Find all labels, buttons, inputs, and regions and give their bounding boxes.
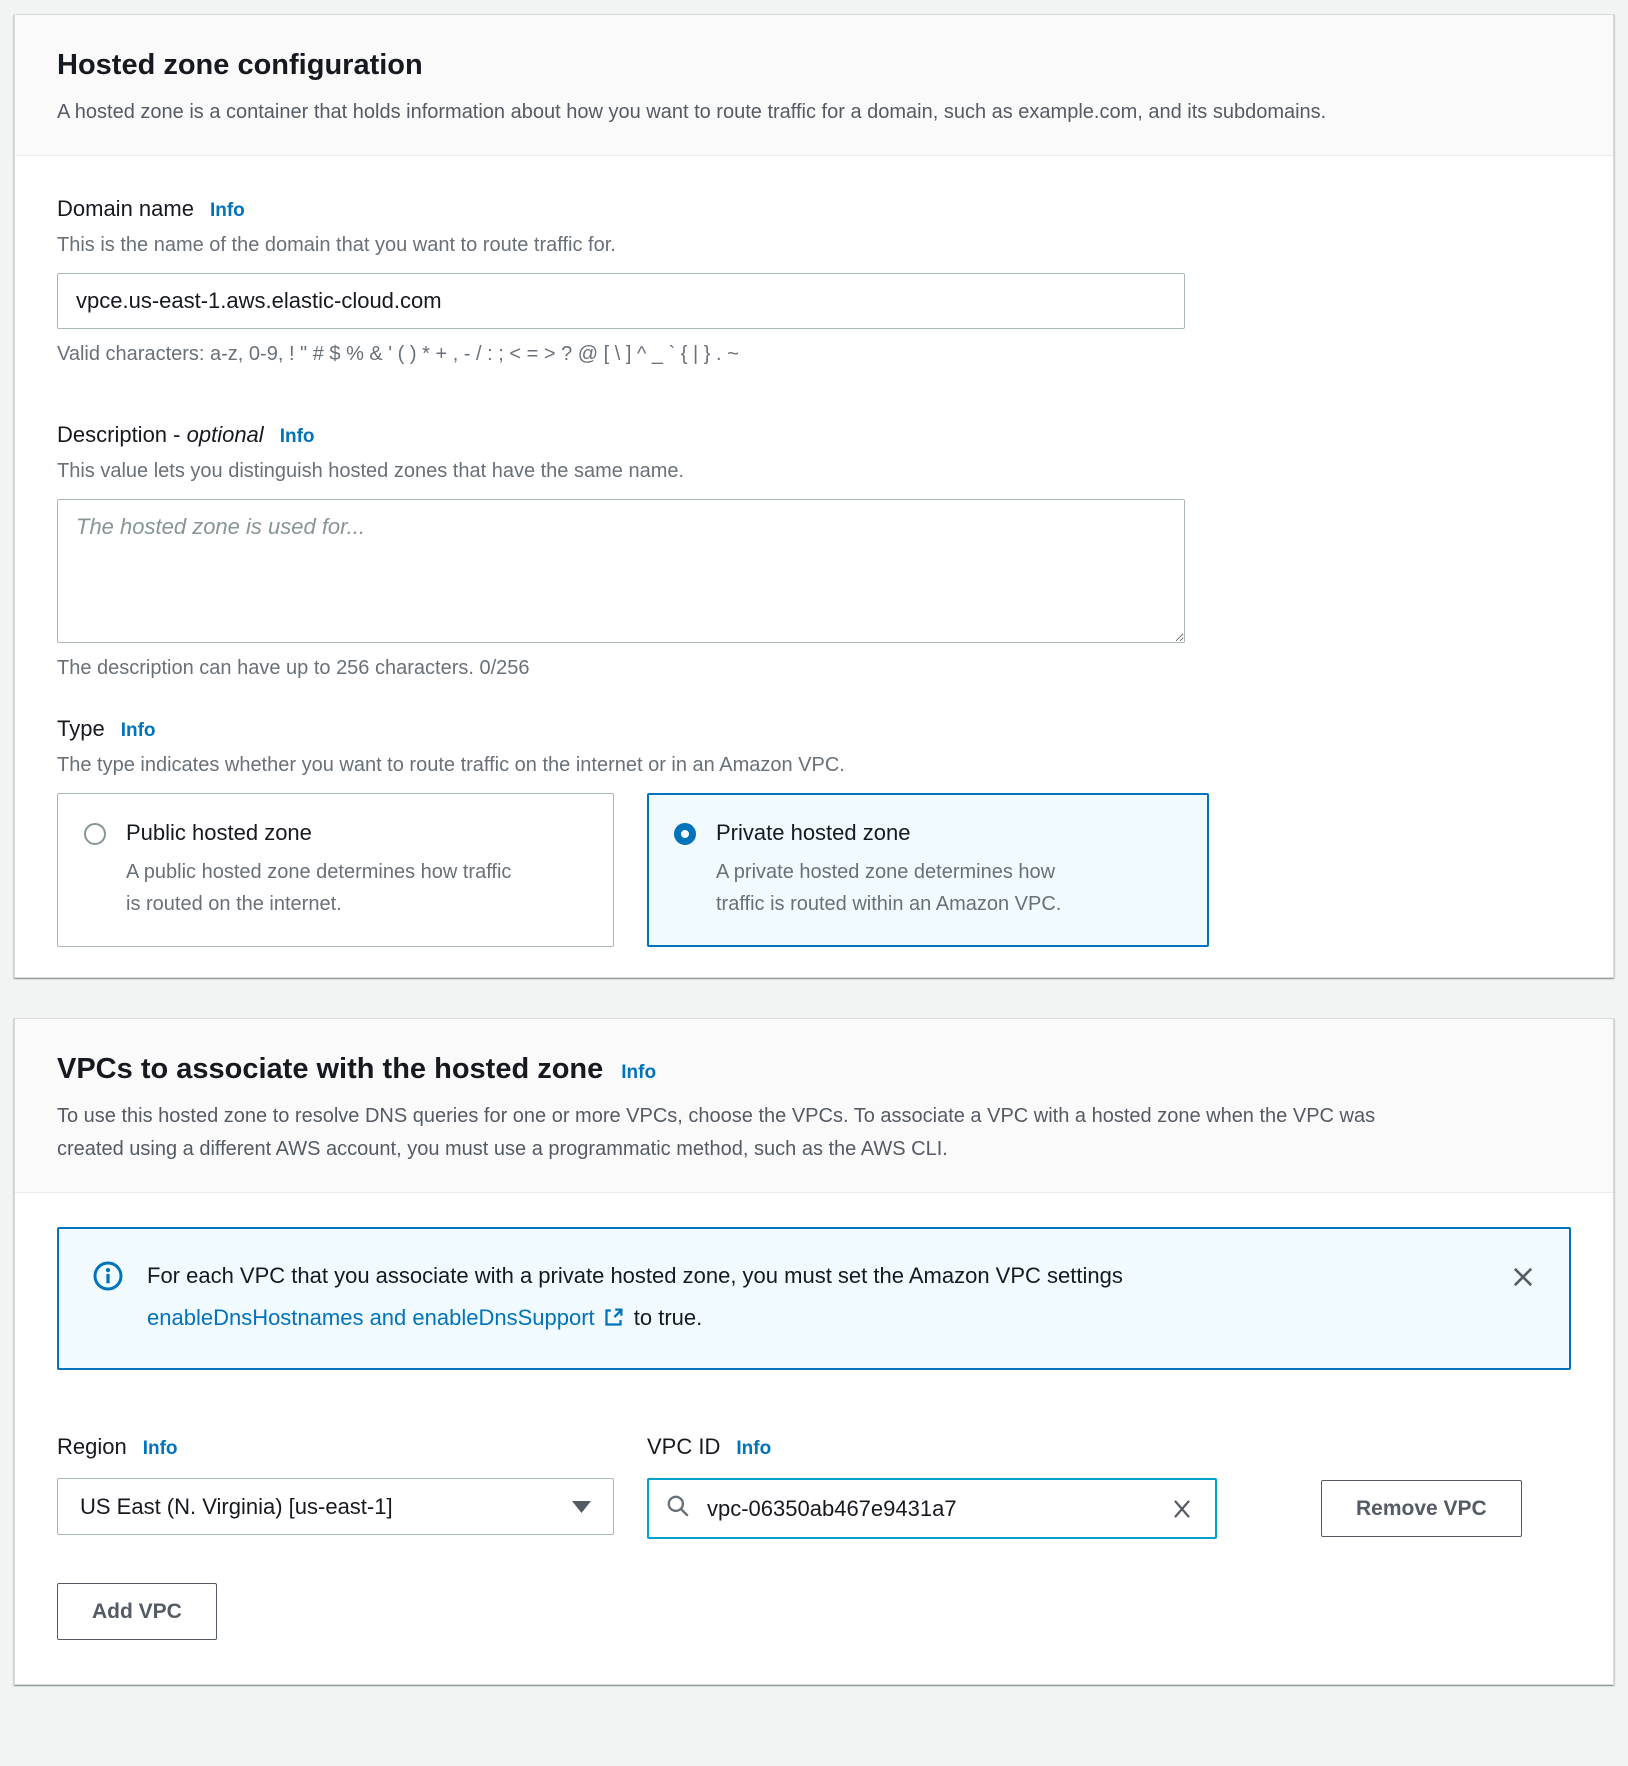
region-select[interactable] [57, 1478, 614, 1535]
add-vpc-button[interactable]: Add VPC [57, 1583, 217, 1640]
region-column [57, 1434, 614, 1535]
domain-name-info-link[interactable]: Info [209, 200, 245, 221]
public-hosted-zone-option[interactable] [57, 793, 614, 947]
description-info-link[interactable]: Info [279, 426, 315, 447]
type-options [57, 793, 1571, 947]
private-hosted-zone-title: Private hosted zone [716, 820, 911, 845]
vpcs-card-body [15, 1193, 1613, 1684]
vpc-id-search-field [647, 1478, 1217, 1539]
vpcs-card-title-row [57, 1053, 1571, 1086]
remove-vpc-button[interactable]: Remove VPC [1321, 1480, 1522, 1537]
vpcs-card-description: To use this hosted zone to resolve DNS queries for one or more VPCs, choose the VPCs. To associate a VPC with a hosted zone when the VPC was created using a different AWS account, you must use a programmatic method, such as the AWS CLI. [57, 1105, 1376, 1160]
vpc-id-info-link[interactable]: Info [736, 1438, 772, 1459]
domain-name-field-group [57, 196, 1571, 366]
clear-x-icon [1169, 1510, 1195, 1525]
search-icon [665, 1493, 691, 1524]
hosted-zone-card-description: A hosted zone is a container that holds information about how you want to route traffic for a domain, such as example.com, and its subdomains. [57, 101, 1327, 123]
region-info-link[interactable]: Info [142, 1438, 178, 1459]
description-optional-label: optional [186, 422, 264, 447]
public-hosted-zone-radio[interactable] [84, 823, 106, 845]
vpc-id-label: VPC ID [647, 1434, 721, 1459]
vpcs-associate-card [14, 1018, 1614, 1685]
alert-text [147, 1259, 1477, 1338]
type-label: Type [57, 716, 105, 741]
domain-name-constraint: Valid characters: a-z, 0-9, ! " # $ % & ' ( ) * + , - / : ; < = > ? @ [ \ ] ^ _ ` { | } . ~ [57, 343, 739, 365]
type-helper: The type indicates whether you want to route traffic on the internet or in an Amazon VPC. [57, 754, 845, 776]
alert-line2-suffix: to true. [627, 1305, 703, 1330]
description-helper: This value lets you distinguish hosted zones that have the same name. [57, 460, 685, 482]
domain-name-helper: This is the name of the domain that you want to route traffic for. [57, 234, 616, 256]
hosted-zone-configuration-card [14, 14, 1614, 978]
type-field-group [57, 716, 1571, 947]
public-hosted-zone-description: A public hosted zone determines how traffic is routed on the internet. [126, 861, 512, 915]
description-constraint: The description can have up to 256 characters. 0/256 [57, 657, 530, 679]
private-hosted-zone-option[interactable] [647, 793, 1209, 947]
private-hosted-zone-radio[interactable] [674, 823, 696, 845]
description-textarea[interactable] [57, 499, 1185, 643]
vpcs-info-link[interactable]: Info [621, 1062, 657, 1083]
description-field-group [57, 422, 1571, 680]
domain-name-label: Domain name [57, 196, 194, 221]
region-label: Region [57, 1434, 127, 1459]
vpcs-card-title: VPCs to associate with the hosted zone [57, 1053, 604, 1085]
description-label: Description - optional [57, 422, 264, 447]
type-info-link[interactable]: Info [120, 720, 156, 741]
vpc-association-row [57, 1434, 1571, 1539]
domain-name-input[interactable] [57, 273, 1185, 329]
enable-dns-link[interactable]: enableDnsHostnames and enableDnsSupport [147, 1305, 595, 1330]
vpc-settings-info-alert [57, 1227, 1571, 1370]
hosted-zone-card-header [15, 15, 1613, 156]
page-title: Hosted zone configuration [57, 49, 423, 81]
external-link-icon [603, 1304, 624, 1338]
vpcs-card-header [15, 1019, 1613, 1193]
info-circle-icon [93, 1261, 123, 1296]
alert-close-button[interactable] [1507, 1261, 1539, 1293]
alert-line1: For each VPC that you associate with a private hosted zone, you must set the Amazon VPC settings [147, 1263, 1123, 1288]
close-icon [1509, 1279, 1537, 1294]
vpc-id-column [647, 1434, 1217, 1539]
hosted-zone-card-body [15, 156, 1613, 977]
clear-input-button[interactable] [1165, 1492, 1199, 1526]
vpc-id-input[interactable] [705, 1495, 1165, 1523]
public-hosted-zone-title: Public hosted zone [126, 820, 312, 845]
region-selected-value: US East (N. Virginia) [us-east-1] [80, 1493, 393, 1519]
alert-line2 [147, 1301, 1477, 1338]
private-hosted-zone-description: A private hosted zone determines how traffic is routed within an Amazon VPC. [716, 861, 1062, 915]
chevron-down-icon [572, 1501, 591, 1513]
